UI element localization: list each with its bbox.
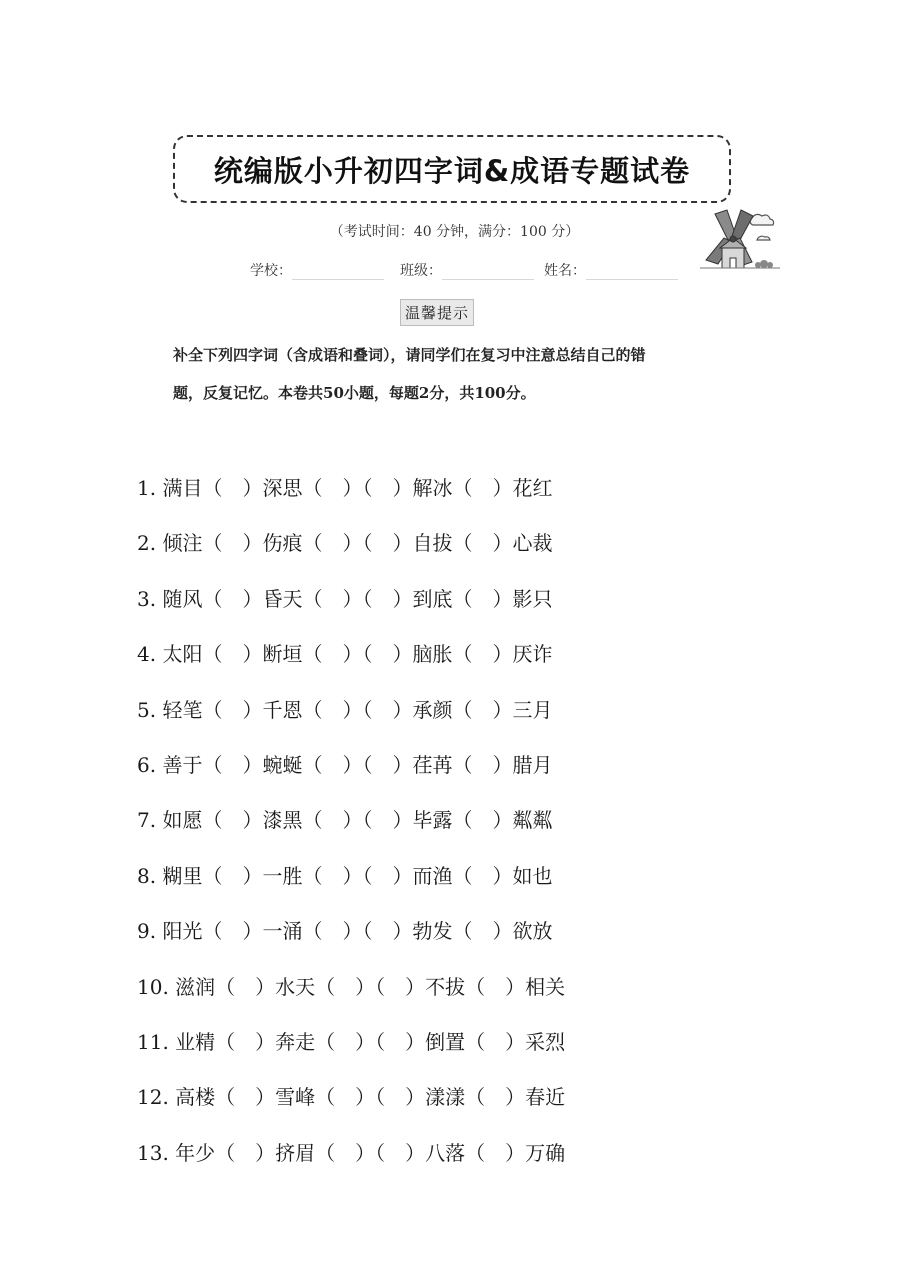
question-item: 10. 滋润（ ）水天（ ）（ ）不拔（ ）相关 (137, 974, 566, 999)
question-item: 7. 如愿（ ）漆黑（ ）（ ）毕露（ ）粼粼 (137, 808, 553, 833)
question-item: 3. 随风（ ）昏天（ ）（ ）到底（ ）影只 (137, 586, 553, 611)
question-item: 9. 阳光（ ）一涌（ ）（ ）勃发（ ）欲放 (137, 919, 553, 944)
question-item: 11. 业精（ ）奔走（ ）（ ）倒置（ ）采烈 (137, 1029, 566, 1054)
question-item: 1. 满目（ ）深思（ ）（ ）解冰（ ）花红 (137, 476, 553, 500)
question-item: 5. 轻笔（ ）千恩（ ）（ ）承颜（ ）三月 (137, 697, 553, 722)
school-label: 学校： (250, 263, 292, 279)
tip-label: 温馨提示 (400, 299, 474, 326)
class-field[interactable] (400, 260, 534, 280)
exam-info: （考试时间：40 分钟，满分：100 分） (329, 224, 580, 240)
title-box (173, 135, 731, 203)
school-field[interactable] (250, 260, 384, 280)
instructions (173, 336, 733, 412)
question-item: 12. 高楼（ ）雪峰（ ）（ ）漾漾（ ）春近 (137, 1085, 566, 1110)
name-field[interactable] (544, 260, 678, 280)
instruction-line: 补全下列四字词（含成语和叠词），请同学们在复习中注意总结自己的错 (173, 346, 646, 364)
question-list (137, 472, 565, 1192)
question-item: 13. 年少（ ）挤眉（ ）（ ）八落（ ）万确 (137, 1140, 566, 1165)
question-item: 2. 倾注（ ）伤痕（ ）（ ）自拔（ ）心裁 (137, 531, 553, 556)
instruction-line: 题，反复记忆。本卷共50小题，每题2分，共100分。 (173, 384, 536, 402)
class-label: 班级： (400, 263, 442, 279)
student-info-fields (0, 260, 909, 284)
name-label: 姓名： (544, 263, 586, 279)
question-item: 8. 糊里（ ）一胜（ ）（ ）而渔（ ）如也 (137, 863, 553, 888)
question-item: 4. 太阳（ ）断垣（ ）（ ）脑胀（ ）厌诈 (137, 642, 553, 667)
question-item: 6. 善于（ ）蜿蜒（ ）（ ）荏苒（ ）腊月 (137, 752, 553, 777)
page-title: 统编版小升初四字词&成语专题试卷 (213, 153, 691, 188)
